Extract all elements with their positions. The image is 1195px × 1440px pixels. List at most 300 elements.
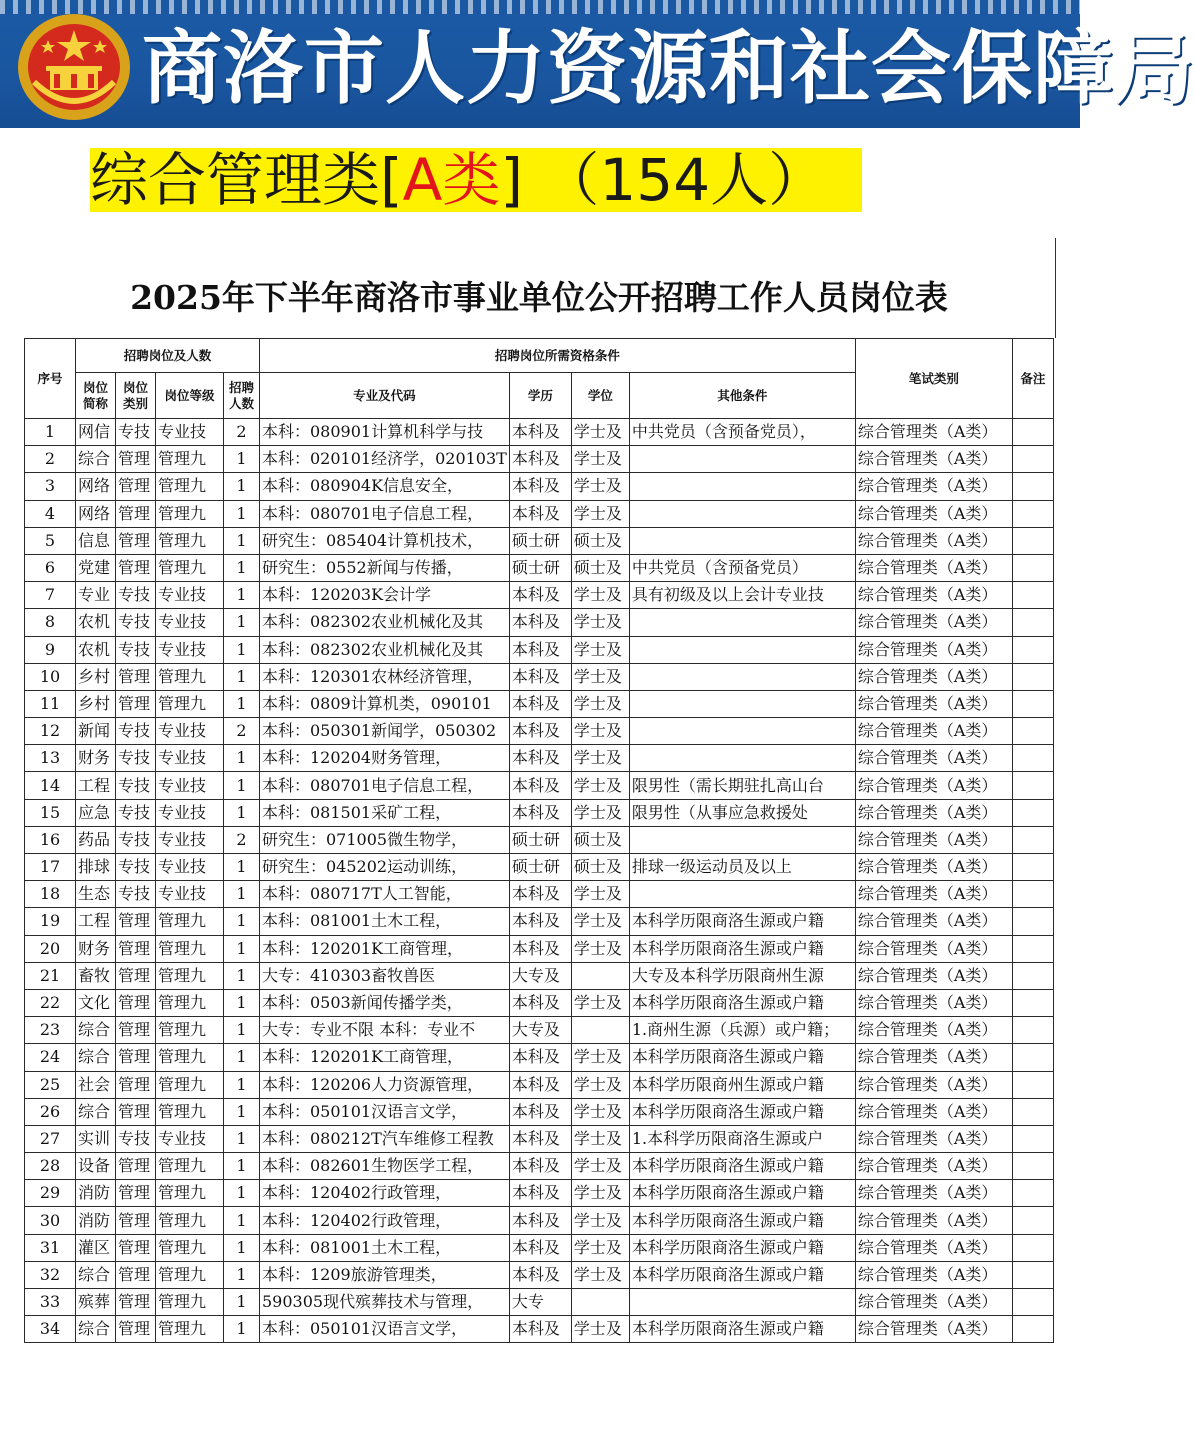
headline-suffix: ] （154人） (500, 146, 827, 214)
cell-degree: 学士及 (571, 935, 629, 962)
header-group-positions: 招聘岗位及人数 (76, 339, 260, 373)
cell-post-type: 管理 (116, 1207, 156, 1234)
cell-other: 本科学历限商洛生源或户籍 (629, 1234, 855, 1261)
cell-seq: 34 (25, 1316, 76, 1343)
cell-post-name: 消防 (76, 1180, 116, 1207)
cell-exam-type: 综合管理类（A类） (855, 1125, 1012, 1152)
cell-post-name: 综合 (76, 446, 116, 473)
cell-post-type: 专技 (116, 636, 156, 663)
cell-other (629, 1289, 855, 1316)
cell-headcount: 1 (224, 772, 260, 799)
cell-post-name: 新闻 (76, 718, 116, 745)
table-row (25, 690, 1054, 717)
cell-exam-type: 综合管理类（A类） (855, 1044, 1012, 1071)
cell-education: 本科及 (509, 1207, 571, 1234)
cell-major: 本科：050101汉语言文学， (260, 1098, 510, 1125)
cell-post-type: 管理 (116, 989, 156, 1016)
cell-exam-type: 综合管理类（A类） (855, 854, 1012, 881)
cell-post-type: 管理 (116, 1180, 156, 1207)
cell-post-level: 管理九 (156, 1261, 224, 1288)
cell-post-type: 专技 (116, 582, 156, 609)
cell-remark (1012, 1153, 1053, 1180)
cell-post-type: 管理 (116, 500, 156, 527)
cell-degree: 学士及 (571, 908, 629, 935)
cell-degree: 学士及 (571, 690, 629, 717)
cell-post-level: 管理九 (156, 1017, 224, 1044)
table-row (25, 419, 1054, 446)
cell-exam-type: 综合管理类（A类） (855, 718, 1012, 745)
cell-headcount: 1 (224, 446, 260, 473)
table-row (25, 1098, 1054, 1125)
cell-headcount: 2 (224, 826, 260, 853)
cell-post-type: 专技 (116, 419, 156, 446)
cell-education: 本科及 (509, 908, 571, 935)
cell-post-level: 专业技 (156, 1125, 224, 1152)
cell-post-type: 管理 (116, 527, 156, 554)
cell-post-type: 专技 (116, 772, 156, 799)
cell-post-level: 管理九 (156, 663, 224, 690)
cell-education: 本科及 (509, 1153, 571, 1180)
cell-headcount: 1 (224, 989, 260, 1016)
positions-table (24, 338, 1054, 1343)
header-post-name: 岗位简称 (76, 373, 116, 419)
cell-post-type: 管理 (116, 473, 156, 500)
cell-major: 本科：081001土木工程， (260, 1234, 510, 1261)
cell-major: 本科：120203K会计学 (260, 582, 510, 609)
cell-degree: 学士及 (571, 745, 629, 772)
cell-post-type: 管理 (116, 554, 156, 581)
cell-seq: 32 (25, 1261, 76, 1288)
cell-major: 本科：120402行政管理， (260, 1180, 510, 1207)
cell-remark (1012, 989, 1053, 1016)
cell-seq: 25 (25, 1071, 76, 1098)
table-row (25, 908, 1054, 935)
header-group-requirements: 招聘岗位所需资格条件 (260, 339, 856, 373)
cell-post-name: 信息 (76, 527, 116, 554)
cell-exam-type: 综合管理类（A类） (855, 881, 1012, 908)
cell-major: 本科：082302农业机械化及其 (260, 609, 510, 636)
cell-post-level: 管理九 (156, 1044, 224, 1071)
cell-post-level: 管理九 (156, 500, 224, 527)
cell-post-type: 管理 (116, 1261, 156, 1288)
cell-other: 本科学历限商洛生源或户籍 (629, 1207, 855, 1234)
table-row (25, 527, 1054, 554)
cell-major: 本科：120201K工商管理， (260, 1044, 510, 1071)
cell-other: 本科学历限商洛生源或户籍 (629, 935, 855, 962)
cell-major: 研究生：045202运动训练， (260, 854, 510, 881)
cell-headcount: 1 (224, 935, 260, 962)
cell-other (629, 690, 855, 717)
cell-other: 本科学历限商洛生源或户籍 (629, 908, 855, 935)
cell-remark (1012, 962, 1053, 989)
table-row (25, 1289, 1054, 1316)
cell-major: 研究生：085404计算机技术， (260, 527, 510, 554)
cell-headcount: 1 (224, 1289, 260, 1316)
cell-post-level: 管理九 (156, 1180, 224, 1207)
cell-major: 本科：080717T人工智能， (260, 881, 510, 908)
cell-exam-type: 综合管理类（A类） (855, 527, 1012, 554)
cell-headcount: 1 (224, 1017, 260, 1044)
cell-post-type: 管理 (116, 1234, 156, 1261)
cell-education: 本科及 (509, 582, 571, 609)
category-headline (90, 148, 862, 212)
cell-seq: 15 (25, 799, 76, 826)
cell-exam-type: 综合管理类（A类） (855, 935, 1012, 962)
cell-remark (1012, 1098, 1053, 1125)
cell-education: 本科及 (509, 1071, 571, 1098)
cell-remark (1012, 1017, 1053, 1044)
cell-major: 本科：0503新闻传播学类， (260, 989, 510, 1016)
cell-other: 限男性（需长期驻扎高山台 (629, 772, 855, 799)
cell-exam-type: 综合管理类（A类） (855, 1234, 1012, 1261)
cell-other: 限男性（从事应急救援处 (629, 799, 855, 826)
headline-prefix: 综合管理类[ (90, 146, 403, 214)
cell-post-name: 网信 (76, 419, 116, 446)
cell-post-type: 管理 (116, 446, 156, 473)
cell-post-type: 管理 (116, 1071, 156, 1098)
cell-education: 本科及 (509, 446, 571, 473)
cell-headcount: 1 (224, 908, 260, 935)
cell-degree (571, 1289, 629, 1316)
cell-other (629, 500, 855, 527)
cell-post-name: 工程 (76, 908, 116, 935)
cell-post-name: 文化 (76, 989, 116, 1016)
cell-seq: 3 (25, 473, 76, 500)
cell-post-level: 专业技 (156, 799, 224, 826)
cell-major: 本科：080212T汽车维修工程教 (260, 1125, 510, 1152)
cell-post-level: 管理九 (156, 527, 224, 554)
cell-post-level: 管理九 (156, 554, 224, 581)
cell-headcount: 1 (224, 1180, 260, 1207)
header-remark: 备注 (1012, 339, 1053, 419)
cell-seq: 5 (25, 527, 76, 554)
cell-major: 本科：082302农业机械化及其 (260, 636, 510, 663)
cell-degree: 学士及 (571, 718, 629, 745)
cell-other (629, 473, 855, 500)
cell-exam-type: 综合管理类（A类） (855, 799, 1012, 826)
table-row (25, 1044, 1054, 1071)
cell-major: 本科：120301农林经济管理， (260, 663, 510, 690)
header-post-level: 岗位等级 (156, 373, 224, 419)
cell-exam-type: 综合管理类（A类） (855, 1289, 1012, 1316)
cell-seq: 7 (25, 582, 76, 609)
cell-post-name: 综合 (76, 1044, 116, 1071)
cell-remark (1012, 799, 1053, 826)
banner-stripe (0, 0, 1080, 14)
cell-exam-type: 综合管理类（A类） (855, 989, 1012, 1016)
cell-post-name: 综合 (76, 1017, 116, 1044)
cell-other: 本科学历限商洛生源或户籍 (629, 1261, 855, 1288)
table-row (25, 799, 1054, 826)
cell-post-level: 专业技 (156, 718, 224, 745)
cell-post-type: 管理 (116, 663, 156, 690)
table-row (25, 1207, 1054, 1234)
cell-post-name: 乡村 (76, 663, 116, 690)
cell-degree: 学士及 (571, 881, 629, 908)
cell-remark (1012, 554, 1053, 581)
cell-other: 中共党员（含预备党员）， (629, 419, 855, 446)
cell-other: 具有初级及以上会计专业技 (629, 582, 855, 609)
cell-exam-type: 综合管理类（A类） (855, 473, 1012, 500)
cell-post-level: 专业技 (156, 636, 224, 663)
cell-headcount: 1 (224, 1044, 260, 1071)
national-emblem-icon (16, 12, 132, 122)
cell-exam-type: 综合管理类（A类） (855, 826, 1012, 853)
cell-seq: 2 (25, 446, 76, 473)
cell-headcount: 1 (224, 1234, 260, 1261)
cell-headcount: 1 (224, 500, 260, 527)
cell-education: 本科及 (509, 1125, 571, 1152)
cell-degree: 学士及 (571, 582, 629, 609)
cell-other: 本科学历限商洛生源或户籍 (629, 1180, 855, 1207)
cell-other (629, 609, 855, 636)
table-row (25, 473, 1054, 500)
cell-seq: 30 (25, 1207, 76, 1234)
cell-education: 本科及 (509, 663, 571, 690)
cell-exam-type: 综合管理类（A类） (855, 1180, 1012, 1207)
cell-post-level: 管理九 (156, 446, 224, 473)
cell-exam-type: 综合管理类（A类） (855, 609, 1012, 636)
table-row (25, 1261, 1054, 1288)
cell-remark (1012, 473, 1053, 500)
cell-remark (1012, 1289, 1053, 1316)
cell-remark (1012, 1071, 1053, 1098)
table-row (25, 854, 1054, 881)
header-exam-type: 笔试类别 (855, 339, 1012, 419)
cell-post-name: 药品 (76, 826, 116, 853)
cell-remark (1012, 690, 1053, 717)
cell-degree: 学士及 (571, 1071, 629, 1098)
table-body (25, 419, 1054, 1343)
cell-remark (1012, 609, 1053, 636)
cell-seq: 8 (25, 609, 76, 636)
cell-post-type: 专技 (116, 826, 156, 853)
cell-remark (1012, 1234, 1053, 1261)
table-row (25, 1125, 1054, 1152)
cell-education: 本科及 (509, 772, 571, 799)
cell-education: 本科及 (509, 1180, 571, 1207)
cell-major: 本科：081001土木工程， (260, 908, 510, 935)
cell-degree: 学士及 (571, 446, 629, 473)
cell-other: 本科学历限商洛生源或户籍 (629, 1098, 855, 1125)
cell-post-level: 管理九 (156, 690, 224, 717)
cell-post-name: 综合 (76, 1316, 116, 1343)
cell-seq: 1 (25, 419, 76, 446)
cell-post-level: 专业技 (156, 419, 224, 446)
cell-post-name: 应急 (76, 799, 116, 826)
cell-exam-type: 综合管理类（A类） (855, 582, 1012, 609)
cell-remark (1012, 419, 1053, 446)
cell-education: 本科及 (509, 718, 571, 745)
cell-headcount: 1 (224, 1071, 260, 1098)
cell-education: 硕士研 (509, 527, 571, 554)
cell-degree: 学士及 (571, 1153, 629, 1180)
cell-education: 本科及 (509, 989, 571, 1016)
cell-exam-type: 综合管理类（A类） (855, 1316, 1012, 1343)
cell-other (629, 718, 855, 745)
cell-degree: 硕士及 (571, 554, 629, 581)
cell-post-name: 工程 (76, 772, 116, 799)
cell-headcount: 1 (224, 881, 260, 908)
cell-other: 1.本科学历限商洛生源或户 (629, 1125, 855, 1152)
cell-exam-type: 综合管理类（A类） (855, 962, 1012, 989)
header-education: 学历 (509, 373, 571, 419)
cell-degree: 学士及 (571, 1207, 629, 1234)
table-row (25, 636, 1054, 663)
cell-other (629, 826, 855, 853)
cell-other: 本科学历限商洛生源或户籍 (629, 1044, 855, 1071)
table-row (25, 554, 1054, 581)
table-row (25, 826, 1054, 853)
cell-remark (1012, 772, 1053, 799)
cell-major: 本科：080901计算机科学与技 (260, 419, 510, 446)
cell-headcount: 1 (224, 1316, 260, 1343)
cell-post-type: 管理 (116, 1316, 156, 1343)
cell-other (629, 446, 855, 473)
cell-remark (1012, 826, 1053, 853)
cell-post-level: 管理九 (156, 1098, 224, 1125)
cell-exam-type: 综合管理类（A类） (855, 1153, 1012, 1180)
recruitment-document (22, 238, 1056, 1339)
cell-seq: 29 (25, 1180, 76, 1207)
cell-education: 本科及 (509, 473, 571, 500)
cell-degree: 硕士及 (571, 854, 629, 881)
cell-seq: 27 (25, 1125, 76, 1152)
cell-degree: 硕士及 (571, 826, 629, 853)
cell-education: 本科及 (509, 1316, 571, 1343)
cell-seq: 14 (25, 772, 76, 799)
cell-headcount: 2 (224, 419, 260, 446)
table-row (25, 745, 1054, 772)
cell-remark (1012, 1125, 1053, 1152)
cell-headcount: 1 (224, 663, 260, 690)
cell-post-type: 管理 (116, 1017, 156, 1044)
cell-post-name: 党建 (76, 554, 116, 581)
cell-major: 本科：1209旅游管理类， (260, 1261, 510, 1288)
cell-major: 本科：082601生物医学工程， (260, 1153, 510, 1180)
cell-headcount: 1 (224, 582, 260, 609)
cell-exam-type: 综合管理类（A类） (855, 1207, 1012, 1234)
cell-remark (1012, 1316, 1053, 1343)
cell-seq: 18 (25, 881, 76, 908)
cell-exam-type: 综合管理类（A类） (855, 554, 1012, 581)
cell-post-level: 管理九 (156, 935, 224, 962)
cell-other: 大专及本科学历限商州生源 (629, 962, 855, 989)
cell-major: 研究生：071005微生物学， (260, 826, 510, 853)
table-row (25, 718, 1054, 745)
cell-post-name: 实训 (76, 1125, 116, 1152)
cell-seq: 20 (25, 935, 76, 962)
cell-seq: 33 (25, 1289, 76, 1316)
cell-major: 本科：0809计算机类，090101 (260, 690, 510, 717)
cell-headcount: 1 (224, 690, 260, 717)
cell-remark (1012, 745, 1053, 772)
cell-post-type: 专技 (116, 745, 156, 772)
cell-education: 本科及 (509, 500, 571, 527)
cell-headcount: 1 (224, 799, 260, 826)
cell-post-level: 管理九 (156, 989, 224, 1016)
cell-other (629, 636, 855, 663)
cell-exam-type: 综合管理类（A类） (855, 1071, 1012, 1098)
cell-post-name: 设备 (76, 1153, 116, 1180)
cell-exam-type: 综合管理类（A类） (855, 690, 1012, 717)
document-title: 2025年下半年商洛市事业单位公开招聘工作人员岗位表 (130, 278, 948, 317)
cell-other: 中共党员（含预备党员） (629, 554, 855, 581)
cell-major: 本科：050301新闻学，050302 (260, 718, 510, 745)
cell-other: 本科学历限商州生源或户籍 (629, 1071, 855, 1098)
cell-other (629, 663, 855, 690)
cell-seq: 10 (25, 663, 76, 690)
cell-education: 大专及 (509, 1017, 571, 1044)
cell-degree: 学士及 (571, 799, 629, 826)
table-row (25, 1234, 1054, 1261)
cell-major: 本科：020101经济学，020103T (260, 446, 510, 473)
cell-post-type: 管理 (116, 935, 156, 962)
cell-post-name: 综合 (76, 1261, 116, 1288)
cell-seq: 11 (25, 690, 76, 717)
cell-other: 1.商州生源（兵源）或户籍； (629, 1017, 855, 1044)
table-row (25, 500, 1054, 527)
cell-remark (1012, 881, 1053, 908)
cell-remark (1012, 1261, 1053, 1288)
cell-post-type: 管理 (116, 690, 156, 717)
cell-remark (1012, 446, 1053, 473)
header-post-type: 岗位类别 (116, 373, 156, 419)
table-row (25, 1153, 1054, 1180)
cell-major: 本科：080904K信息安全， (260, 473, 510, 500)
cell-other (629, 527, 855, 554)
cell-degree: 学士及 (571, 636, 629, 663)
cell-exam-type: 综合管理类（A类） (855, 419, 1012, 446)
cell-education: 硕士研 (509, 554, 571, 581)
cell-seq: 17 (25, 854, 76, 881)
table-row (25, 989, 1054, 1016)
cell-seq: 21 (25, 962, 76, 989)
cell-degree: 学士及 (571, 1125, 629, 1152)
table-row (25, 582, 1054, 609)
cell-major: 本科：120204财务管理， (260, 745, 510, 772)
cell-exam-type: 综合管理类（A类） (855, 1098, 1012, 1125)
cell-education: 本科及 (509, 881, 571, 908)
cell-remark (1012, 500, 1053, 527)
cell-post-type: 专技 (116, 718, 156, 745)
cell-post-name: 殡葬 (76, 1289, 116, 1316)
cell-education: 大专 (509, 1289, 571, 1316)
cell-headcount: 1 (224, 554, 260, 581)
cell-remark (1012, 582, 1053, 609)
cell-headcount: 1 (224, 609, 260, 636)
cell-post-name: 财务 (76, 745, 116, 772)
cell-headcount: 1 (224, 527, 260, 554)
table-row (25, 772, 1054, 799)
cell-post-level: 专业技 (156, 609, 224, 636)
header-seq: 序号 (25, 339, 76, 419)
cell-exam-type: 综合管理类（A类） (855, 636, 1012, 663)
cell-post-level: 管理九 (156, 1153, 224, 1180)
cell-education: 本科及 (509, 419, 571, 446)
table-row (25, 1017, 1054, 1044)
cell-degree: 学士及 (571, 419, 629, 446)
cell-post-name: 社会 (76, 1071, 116, 1098)
cell-degree: 学士及 (571, 1098, 629, 1125)
table-row (25, 1071, 1054, 1098)
cell-seq: 22 (25, 989, 76, 1016)
cell-remark (1012, 527, 1053, 554)
cell-remark (1012, 636, 1053, 663)
banner-title: 商洛市人力资源和社会保障局 (142, 21, 1195, 115)
cell-degree (571, 1017, 629, 1044)
cell-other: 本科学历限商洛生源或户籍 (629, 1316, 855, 1343)
